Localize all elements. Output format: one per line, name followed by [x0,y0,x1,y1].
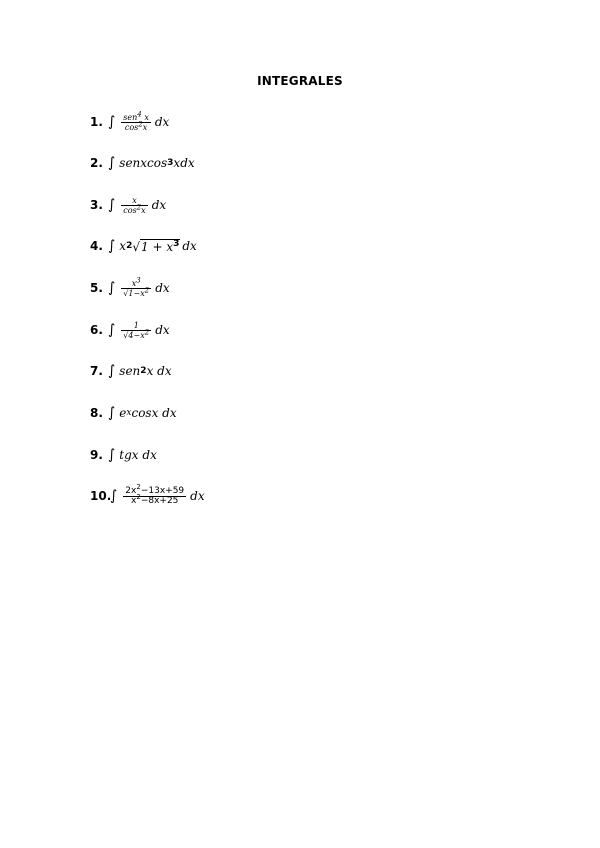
integral-expression [110,482,205,506]
integral-expression [108,196,166,215]
item-number: 6. [90,323,103,337]
integral-expression [108,109,170,132]
integral-sign: ∫ [108,322,116,338]
numerator: $x^3$ [131,275,141,288]
expr-part: sen [119,364,141,378]
denominator: $\cos^2x$ [124,119,148,132]
item-number: 7. [90,364,103,378]
radicand: $1 + x^3$ [141,238,180,254]
integral-item [90,356,172,386]
expr-part: tgx dx [119,448,157,462]
differential: dx [182,239,197,253]
integral-item [90,273,170,303]
fraction [123,482,186,506]
square-root [132,239,180,254]
denominator: $x^2-8x+25$ [131,492,179,506]
integral-sign: ∫ [108,405,116,421]
item-number: 1. [90,115,103,129]
fraction [121,109,151,132]
integral-expression [108,275,170,298]
item-number: 9. [90,448,103,462]
item-number: 3. [90,198,103,212]
numerator: x [132,195,137,205]
denominator: $√4-x^2$ [123,327,150,340]
integral-sign: ∫ [108,280,116,296]
integral-expression: ∫ sen 2 x dx [108,363,172,379]
integral-item [90,481,205,511]
expr-part: senxcos [119,156,168,170]
integral-item [90,190,166,220]
expr-part: x [119,239,127,253]
integral-item [90,440,157,470]
denominator: $√1-x^2$ [123,285,150,298]
integral-expression: ∫ e x cosx dx [108,405,177,421]
integral-sign: ∫ [108,363,116,379]
item-number: 10. [90,489,112,503]
item-number: 4. [90,239,103,253]
differential: dx [151,198,167,212]
numerator: 1 [133,320,139,330]
integral-item [90,148,195,178]
integral-sign: ∫ [110,488,118,504]
integral-item [90,107,169,137]
differential: dx [190,489,205,503]
radical-sign: √ [132,239,140,254]
differential: dx [154,115,170,129]
item-number: 2. [90,156,103,170]
integral-expression [108,447,157,463]
fraction [121,196,147,215]
expr-part: xdx [173,156,195,170]
integral-item [90,398,177,428]
integral-sign: ∫ [108,114,116,130]
denominator: $\cos^2x$ [123,202,146,215]
differential: dx [155,323,170,337]
integral-sign: ∫ [108,197,116,213]
expr-part: cosx dx [131,406,177,420]
integral-expression [108,321,170,340]
expr-part: e [119,406,127,420]
integral-expression: ∫ x 2 √ $1 + x^3$ dx [108,238,197,254]
differential: dx [155,281,170,295]
integral-item [90,231,197,261]
numerator: sen$^4$ x [123,109,149,122]
item-number: 8. [90,406,103,420]
fraction [121,321,151,340]
integral-sign: ∫ [108,155,116,171]
integral-expression: ∫ senxcos 3 xdx [108,155,195,171]
item-number: 5. [90,281,103,295]
expr-part: x dx [146,364,172,378]
fraction [121,275,151,298]
integral-sign: ∫ [108,238,116,254]
numerator: $2x^2-13x+59$ [125,482,185,496]
integral-item [90,315,170,345]
integral-sign: ∫ [108,447,116,463]
page-title: INTEGRALES [257,74,343,88]
